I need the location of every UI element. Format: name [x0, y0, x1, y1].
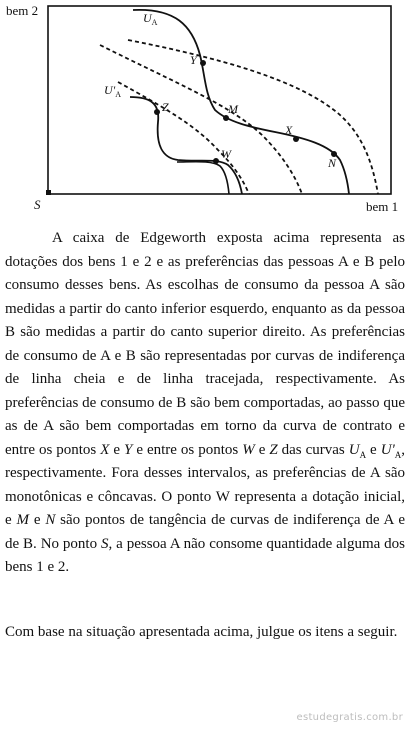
dashed-indifference-curve-inner	[118, 82, 249, 194]
closing-instruction: Com base na situação apresentada acima, julgue os itens a seguir.	[5, 624, 398, 640]
origin-marker	[46, 190, 51, 195]
dashed-indifference-curve-middle	[100, 45, 302, 194]
point-w-marker	[213, 158, 219, 164]
point-label-y: Y	[190, 53, 197, 67]
axis-label-bem2: bem 2	[6, 3, 39, 18]
point-label-z: Z	[162, 100, 169, 114]
point-label-w: W	[221, 147, 231, 161]
point-y-marker	[200, 60, 206, 66]
point-label-x: X	[285, 123, 293, 137]
solid-indifference-curve-w-inner	[177, 162, 229, 194]
point-label-n: N	[328, 156, 337, 170]
origin-label-s: S	[34, 197, 41, 212]
site-watermark: estudegratis.com.br	[296, 712, 403, 723]
dashed-indifference-curve-outer	[128, 40, 378, 194]
point-x-marker	[293, 136, 299, 142]
curve-label-ua-prime: $U'_A$	[104, 83, 122, 99]
curve-label-ua: $U_A$	[143, 11, 158, 27]
solid-indifference-curve-ua-prime	[130, 97, 242, 194]
axis-label-bem1: bem 1	[366, 199, 399, 214]
edgeworth-box-figure	[0, 0, 411, 222]
point-z-marker	[154, 109, 160, 115]
point-label-m: M	[228, 102, 238, 116]
problem-description-paragraph: A caixa de Edgeworth exposta acima representa as dotações dos bens 1 e 2 e as preferências das pessoas A e B pelo consumo desses bens. As escolhas de consumo da pessoa A são medidas a partir do canto inferior esquerdo, enquanto as da pessoa B são medidas a partir do canto superior direito. As preferências de consumo de A e B são representadas por curvas de indiferença de linha cheia e de linha tracejada, respectivamente. As preferências de consumo de B são bem comportadas, ao passo que as de A são bem comportadas em torno da curva de contrato e entre os pontos X e Y e entre os pontos W e Z das curvas $U_A$ e $U'_A$, respectivamente. Fora desses intervalos, as preferências de A são monotônicas e côncavas. O ponto W representa a dotação inicial, e M e N são pontos de tangência de curvas de indiferença de A e de B. No ponto S, a pessoa A não consome quantidade alguma dos bens 1 e 2.	[5, 230, 405, 575]
